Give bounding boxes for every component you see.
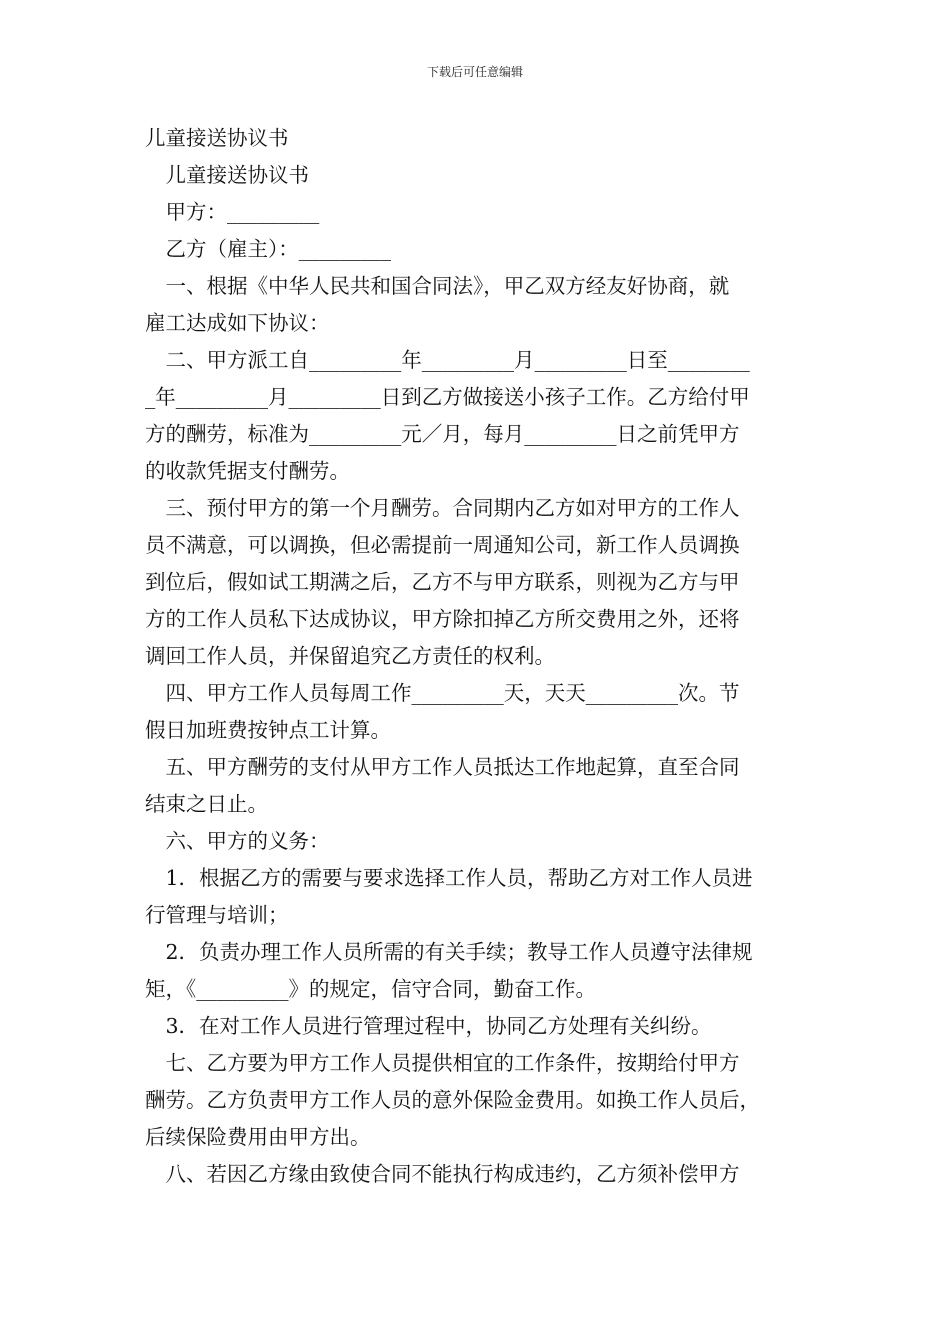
doc-line: 六、甲方的义务： [145, 829, 330, 853]
doc-line: 到位后，假如试工期满之后，乙方不与甲方联系，则视为乙方与甲 [145, 570, 740, 594]
document-title: 儿童接送协议书 [145, 126, 289, 150]
document-body [145, 120, 810, 1193]
doc-line: 行管理与培训； [145, 903, 289, 927]
doc-line: 结束之日止。 [145, 792, 268, 816]
doc-line: 甲方：_________ [145, 200, 320, 224]
doc-line: 后续保险费用由甲方出。 [145, 1125, 371, 1149]
doc-line: 酬劳。乙方负责甲方工作人员的意外保险金费用。如换工作人员后， [145, 1088, 760, 1112]
doc-line: _年_________月_________日到乙方做接送小孩子工作。乙方给付甲 [145, 385, 750, 409]
doc-line: 七、乙方要为甲方工作人员提供相宜的工作条件，按期给付甲方 [145, 1051, 740, 1075]
doc-line: 2．负责办理工作人员所需的有关手续；教导工作人员遵守法律规 [145, 940, 753, 964]
doc-line: 方的酬劳，标准为_________元／月，每月_________日之前凭甲方 [145, 422, 740, 446]
doc-line: 乙方（雇主）：_________ [145, 237, 391, 261]
doc-line: 四、甲方工作人员每周工作_________天，天天_________次。节 [145, 681, 740, 705]
doc-line: 假日加班费按钟点工计算。 [145, 718, 391, 742]
doc-line: 八、若因乙方缘由致使合同不能执行构成违约，乙方须补偿甲方 [145, 1162, 740, 1186]
doc-line: 五、甲方酬劳的支付从甲方工作人员抵达工作地起算，直至合同 [145, 755, 740, 779]
doc-line: 方的工作人员私下达成协议，甲方除扣掉乙方所交费用之外，还将 [145, 607, 740, 631]
doc-line: 调回工作人员，并保留追究乙方责任的权利。 [145, 644, 555, 668]
doc-line: 三、预付甲方的第一个月酬劳。合同期内乙方如对甲方的工作人 [145, 496, 740, 520]
doc-line: 儿童接送协议书 [145, 163, 309, 187]
doc-line: 雇工达成如下协议： [145, 311, 330, 335]
doc-line: 二、甲方派工自_________年_________月_________日至________ [145, 348, 750, 372]
doc-line: 3．在对工作人员进行管理过程中，协同乙方处理有关纠纷。 [145, 1014, 712, 1038]
doc-line: 一、根据《中华人民共和国合同法》，甲乙双方经友好协商，就 [145, 274, 730, 298]
doc-line: 的收款凭据支付酬劳。 [145, 459, 350, 483]
doc-line: 员不满意，可以调换，但必需提前一周通知公司，新工作人员调换 [145, 533, 740, 557]
doc-line: 1．根据乙方的需要与要求选择工作人员，帮助乙方对工作人员进 [145, 866, 753, 890]
doc-line: 矩，《_________》的规定，信守合同，勤奋工作。 [145, 977, 596, 1001]
download-note: 下载后可任意编辑 [426, 65, 523, 79]
